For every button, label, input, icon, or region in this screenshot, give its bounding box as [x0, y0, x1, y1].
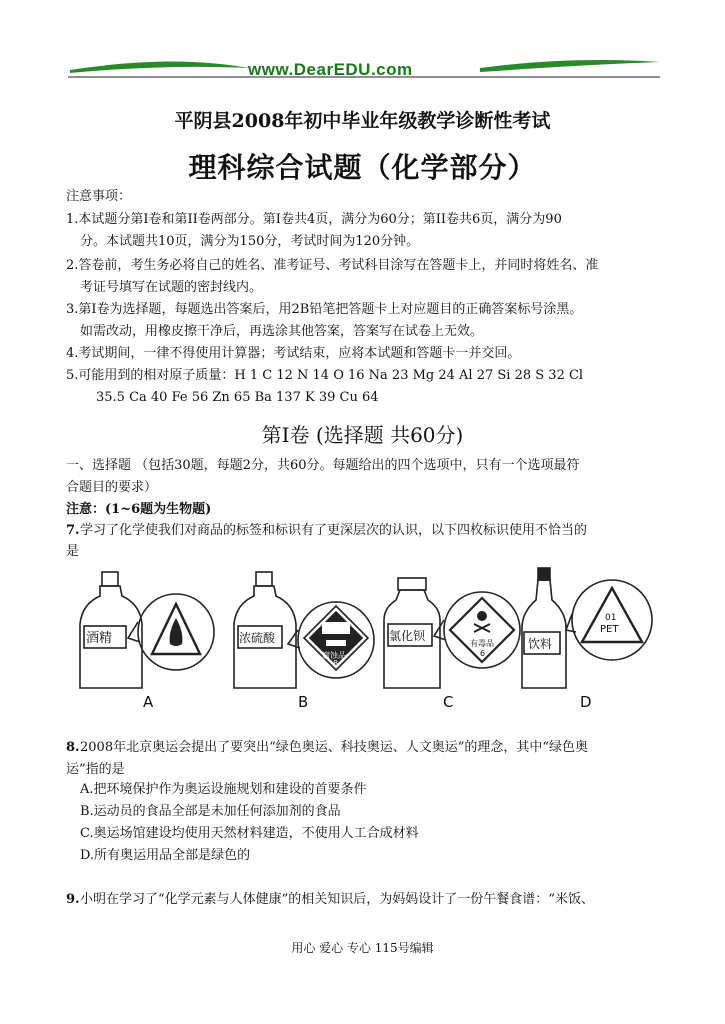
option-b: B.运动员的食品全部是未加任何添加剂的食品 — [80, 804, 341, 819]
notes-line: 35.5 Ca 40 Fe 56 Zn 65 Ba 137 K 39 Cu 64 — [96, 390, 379, 405]
sign-b-number: 8 — [333, 659, 339, 668]
notes-line: 2.答卷前，考生务必将自己的姓名、准考证号、考试科目涂写在答题卡上，并同时将姓名、准 — [66, 258, 599, 273]
sign-c-text: 有毒品 — [470, 639, 494, 648]
footer-text: 用心 爱心 专心 115号编辑 — [291, 941, 434, 955]
figure-label-b: B — [298, 693, 309, 711]
question-number: 7. — [66, 523, 80, 538]
section-title: 第Ⅰ卷 (选择题 共60分) — [261, 423, 464, 447]
sign-b-text: 腐蚀品 — [322, 651, 346, 660]
instructions-note: 注意：(1~6题为生物题) — [66, 502, 212, 517]
figure-label-d: D — [580, 693, 592, 711]
bottle-label-a: 酒精 — [86, 631, 113, 646]
notes-line: 1.本试题分第Ⅰ卷和第II卷两部分。第Ⅰ卷共4页，满分为60分；第II卷共6页，满分为90 — [66, 212, 562, 227]
question-number: 8. — [66, 740, 80, 755]
skull-icon — [474, 611, 490, 632]
notes-heading: 注意事项： — [66, 189, 132, 204]
header-swoosh-left — [70, 62, 250, 74]
option-c: C.奥运场馆建设均使用天然材料建造，不使用人工合成材料 — [80, 826, 419, 841]
notes-line: 4.考试期间，一律不得使用计算器；考试结束，应将本试题和答题卡一并交回。 — [66, 346, 521, 361]
notes-line: 3.第Ⅰ卷为选择题，每题选出答案后，用2B铅笔把答题卡上对应题目的正确答案标号涂黑。 — [66, 302, 583, 317]
bottle-b — [234, 572, 296, 688]
bottle-label-d: 饮料 — [528, 637, 553, 651]
figure-label-c: C — [443, 693, 454, 711]
notes-line: 如需改动，用橡皮擦干净后，再选涂其他答案，答案写在试卷上无效。 — [80, 324, 484, 339]
question-text: 运”指的是 — [66, 762, 125, 777]
exam-title: 平阴县2008年初中毕业年级教学诊断性考试 — [174, 110, 551, 132]
instructions-line: 一、选择题 （包括30题，每题2分，共60分。每题给出的四个选项中，只有一个选项最符 — [66, 458, 580, 473]
question-text: 小明在学习了“化学元素与人体健康”的相关知识后，为妈妈设计了一份午餐食谱：“米饭、 — [80, 892, 594, 907]
figure-label-a: A — [143, 693, 154, 711]
option-a: A.把环境保护作为奥运设施规划和建设的首要条件 — [80, 782, 367, 797]
header-swoosh-right — [480, 60, 660, 72]
bottle-d — [522, 568, 566, 688]
sign-d-text: PET — [600, 624, 619, 635]
notes-line: 分。本试题共10页，满分为150分，考试时间为120分钟。 — [80, 234, 420, 249]
q7-figure — [0, 560, 725, 720]
notes-line: 5.可能用到的相对原子质量：H 1 C 12 N 14 O 16 Na 23 Mg 24 Al 27 Si 28 S 32 Cl — [66, 368, 584, 383]
exam-subtitle: 理科综合试题（化学部分） — [188, 151, 537, 184]
flame-icon — [170, 618, 183, 646]
bottle-label-c: 氯化钡 — [389, 629, 426, 643]
sign-d-code: 01 — [605, 613, 617, 623]
question-text: 2008年北京奥运会提出了要突出“绿色奥运、科技奥运、人文奥运”的理念，其中“绿色奥 — [80, 740, 589, 755]
notes-line: 考证号填写在试题的密封线内。 — [80, 280, 263, 295]
sign-c-number: 6 — [480, 649, 486, 658]
question-text: 学习了化学使我们对商品的标签和标识有了更深层次的认识，以下四枚标识使用不恰当的 — [80, 523, 588, 538]
header-site: www.DearEDU.com — [248, 60, 413, 79]
option-d: D.所有奥运用品全部是绿色的 — [80, 848, 251, 863]
bottle-label-b: 浓硫酸 — [239, 631, 276, 645]
question-text: 是 — [66, 544, 80, 559]
instructions-line: 合题目的要求） — [66, 480, 158, 495]
corrosive-icon — [322, 622, 350, 646]
question-number: 9. — [66, 892, 80, 907]
